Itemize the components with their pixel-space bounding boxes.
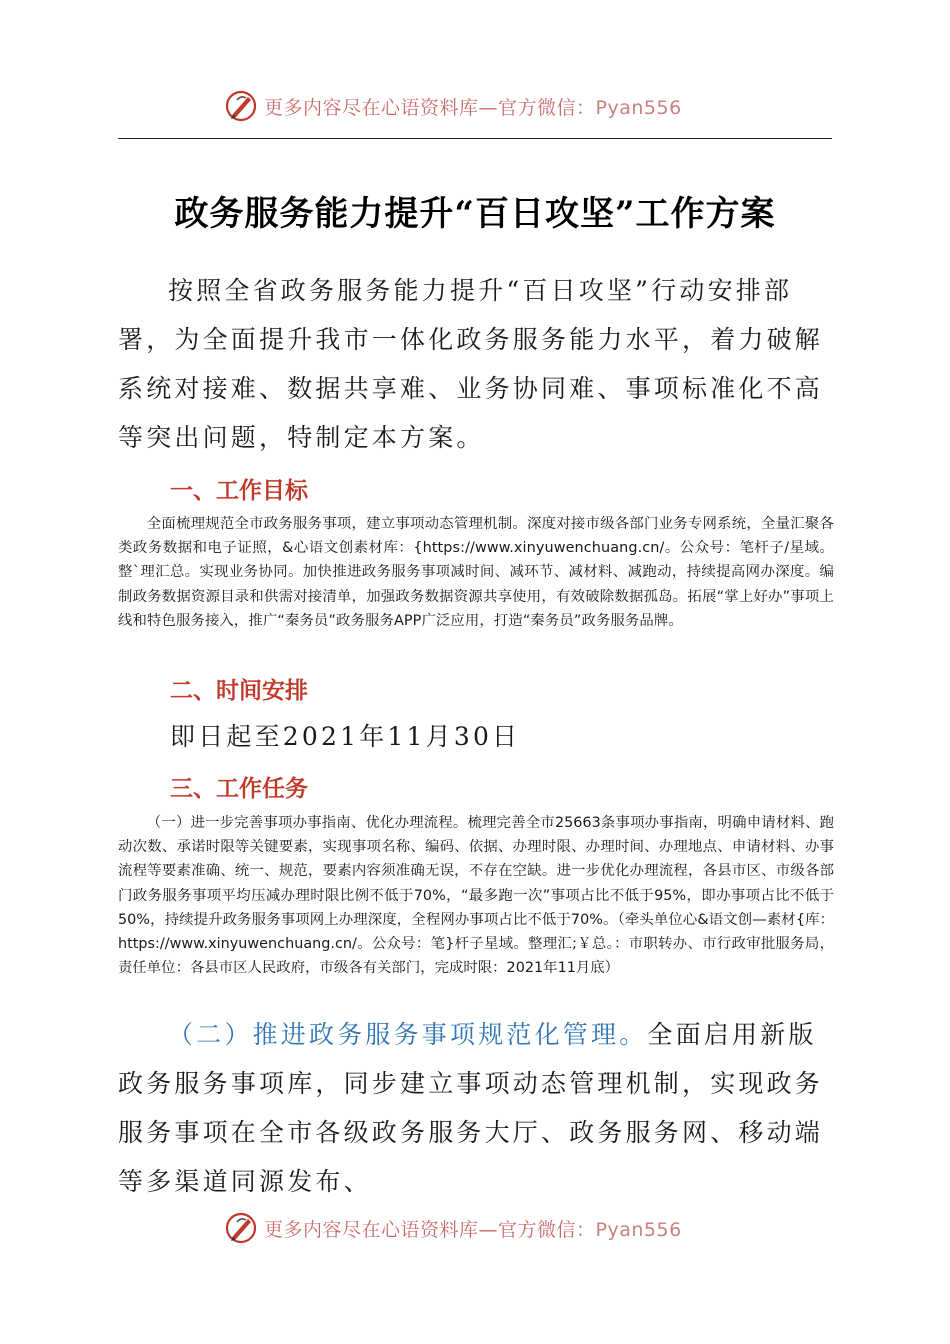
footer-banner-text: 更多内容尽在心语资料库—官方微信：Pyan556 [264, 1218, 682, 1241]
section-body-goals: 全面梳理规范全市政务服务事项，建立事项动态管理机制。深度对接市级各部门业务专网系统，全量汇聚各类政务数据和电子证照，&心语文创素材库：{https://www.xinyuwenchuang.cn/。公众号：笔杆子/星域。整`理汇总。实现业务协同。加快推进政务服务事项减时间、减环节、减材料、减跑动，持续提高网办深度。编制政务数据资源目录和供需对接清单，加强政务数据资源共享使用，有效破除数据孤岛。拓展“掌上好办”事项上线和特色服务接入，推广“秦务员”政务服务APP广泛应用，打造“秦务员”政务服务品牌。 [118, 516, 834, 629]
header-banner-text: 更多内容尽在心语资料库—官方微信：Pyan556 [264, 96, 682, 119]
header-banner [0, 86, 950, 126]
task-2-text: 全面启用新版政务服务事项库，同步建立事项动态管理机制，实现政务服务事项在全市各级政务服务大厅、政务服务网、移动端等多渠道同源发布、 [118, 1020, 824, 1196]
footer-banner [0, 1208, 950, 1248]
section-heading-goals: 一、工作目标 [170, 478, 308, 504]
task-2-lead: （二）推进政务服务事项规范化管理。 [168, 1020, 648, 1049]
section-body-tasks-2 [118, 1010, 834, 1206]
section-body-tasks-1: （一）进一步完善事项办事指南、优化办理流程。梳理完善全市25663条事项办事指南，明确申请材料、跑动次数、承诺时限等关键要素，实现事项名称、编码、依据、办理时限、办理时间、办理地点、申请材料、办事流程等要素准确、统一、规范，要素内容须准确无误，不存在空缺。进一步优化办理流程，各县市区、市级各部门政务服务事项平均压减办理时限比例不低于70%，“最多跑一次”事项占比不低于95%，即办事项占比不低于50%，持续提升政务服务事项网上办理深度，全程网办事项占比不低于70%。（牵头单位心&语文创—素材{库：https://www.xinyuwenchuang.cn/。公众号：笔}杆子星域。整理汇;￥总。：市职转办、市行政审批服务局，责任单位：各县市区人民政府，市级各有关部门，完成时限：2021年11月底） [118, 815, 834, 977]
header-divider [118, 138, 832, 139]
section-heading-schedule: 二、时间安排 [170, 678, 308, 704]
section-body-schedule: 即日起至2021年11月30日 [170, 722, 521, 751]
section-heading-tasks: 三、工作任务 [170, 776, 308, 802]
document-title: 政务服务能力提升“百日攻坚”工作方案 [174, 194, 776, 234]
pen-logo-icon [224, 1211, 258, 1245]
intro-paragraph: 按照全省政务服务能力提升“百日攻坚”行动安排部署，为全面提升我市一体化政务服务能力水平，着力破解系统对接难、数据共享难、业务协同难、事项标准化不高等突出问题，特制定本方案。 [118, 276, 824, 452]
pen-logo-icon [224, 89, 258, 123]
